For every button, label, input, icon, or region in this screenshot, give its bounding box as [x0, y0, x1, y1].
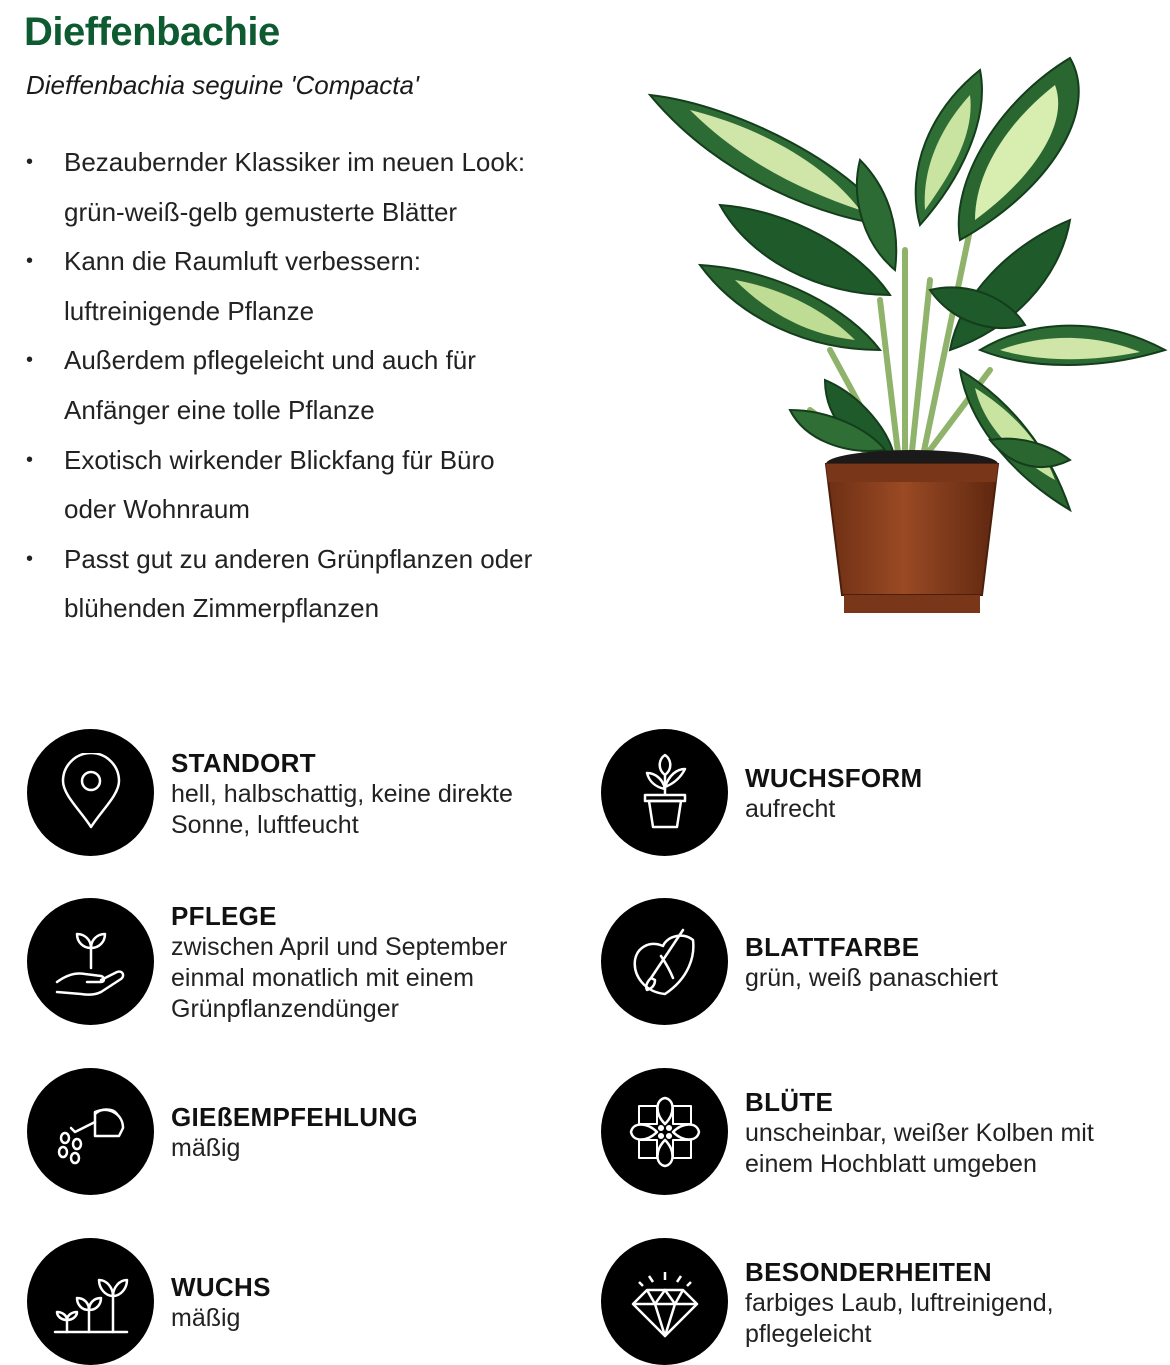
bullet-line: • Kann die Raumluft verbessern:: [24, 237, 584, 287]
leaf-brush-icon: [601, 898, 728, 1025]
bullet-dot: •: [26, 349, 34, 372]
watering-can-icon: [27, 1068, 154, 1195]
feature-value: grün, weiß panaschiert: [745, 964, 998, 992]
feature-label: GIEßEMPFEHLUNG: [171, 1102, 418, 1132]
bullet-line: • Bezaubernder Klassiker im neuen Look:: [24, 138, 584, 188]
feature-value: aufrecht: [745, 795, 836, 823]
diamond-icon: [601, 1238, 728, 1365]
feature-bullet-list: [24, 138, 584, 634]
flower-icon: [601, 1068, 728, 1195]
feature-value: unscheinbar, weißer Kolben mit einem Hochblatt umgeben: [745, 1118, 1094, 1178]
feature-label: BESONDERHEITEN: [745, 1256, 992, 1287]
feature-blattfarbe: [601, 898, 1161, 1028]
bullet-dot: •: [26, 250, 34, 273]
feature-standort: [27, 729, 587, 859]
feature-wuchs: [27, 1238, 587, 1365]
feature-bluete: [601, 1068, 1161, 1198]
feature-value: hell, halbschattig, keine direkte Sonne, luftfeucht: [171, 779, 513, 839]
plant-image: [630, 50, 1170, 625]
feature-giessempfehlung: [27, 1068, 587, 1198]
hand-sprout-icon: [27, 898, 154, 1025]
feature-label: BLÜTE: [745, 1086, 834, 1117]
bullet-line: Anfänger eine tolle Pflanze: [64, 394, 375, 425]
bullet-line: grün-weiß-gelb gemusterte Blätter: [64, 196, 458, 227]
bullet-line: • Exotisch wirkender Blickfang für Büro: [24, 436, 584, 486]
feature-label: WUCHS: [171, 1272, 271, 1302]
bullet-line: • Passt gut zu anderen Grünpflanzen oder: [24, 535, 584, 585]
feature-besonderheiten: [601, 1238, 1161, 1365]
bullet-line: oder Wohnraum: [64, 494, 250, 525]
bullet-line: luftreinigende Pflanze: [64, 295, 315, 326]
bullet-dot: •: [26, 151, 34, 173]
feature-label: WUCHSFORM: [745, 763, 923, 793]
feature-label: PFLEGE: [171, 901, 277, 931]
location-pin-icon: [27, 729, 154, 856]
feature-label: STANDORT: [171, 747, 316, 778]
bullet-line: • Außerdem pflegeleicht und auch für: [24, 336, 584, 386]
feature-value: farbiges Laub, luftreinigend, pflegeleicht: [745, 1288, 1054, 1348]
product-title: Dieffenbachie: [24, 10, 280, 54]
feature-pflege: [27, 898, 587, 1028]
bullet-line: blühenden Zimmerpflanzen: [64, 593, 380, 624]
bullet-dot: •: [26, 547, 34, 570]
feature-label: BLATTFARBE: [745, 932, 920, 962]
bullet-dot: •: [26, 448, 34, 471]
feature-wuchsform: [601, 729, 1161, 859]
feature-value: mäßig: [171, 1134, 241, 1162]
potted-plant-icon: [601, 729, 728, 856]
feature-value: mäßig: [171, 1304, 241, 1332]
feature-value: zwischen April und September einmal monatlich mit einem Grünpflanzendünger: [171, 933, 508, 1023]
seedlings-icon: [27, 1238, 154, 1365]
botanical-name: Dieffenbachia seguine 'Compacta': [26, 70, 419, 100]
